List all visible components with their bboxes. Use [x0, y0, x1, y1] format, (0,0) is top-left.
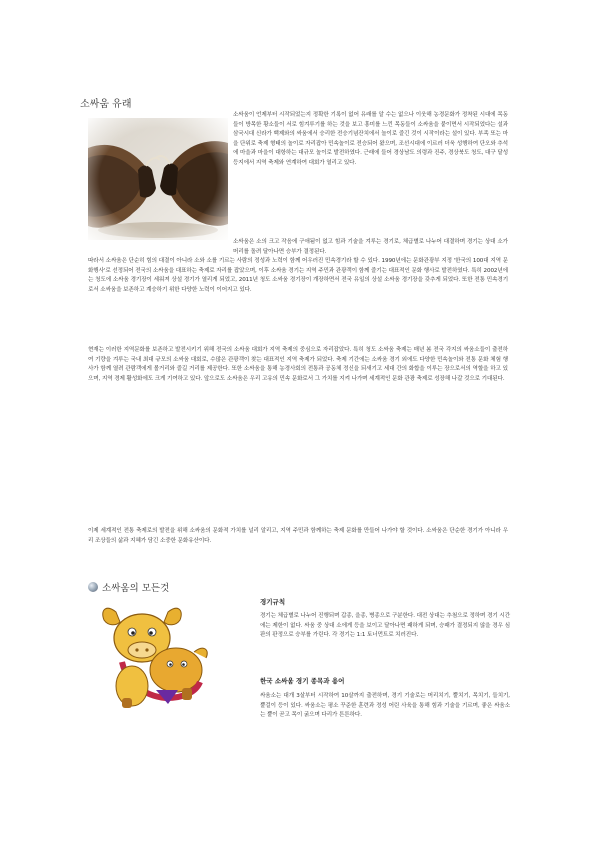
sphere-bullet-icon [88, 582, 98, 592]
subheading-rules: 경기규칙 [260, 598, 286, 606]
paragraph-terms: 싸움소는 대개 3살부터 시작하여 10살까지 출전하며, 경기 기술로는 머리치기, 뿔치기, 목치기, 들치기, 뿔걸이 등이 있다. 싸움소는 평소 꾸준한 훈련과 정성 어린 사육을 통해 힘과 기술을 기르며, 좋은 싸움소는 뿔이 곧고 목이 굵으며 다리가 튼튼하다. [260, 693, 510, 718]
section-heading-text: 소싸움의 모든것 [102, 583, 170, 594]
section-heading-origin: 소싸움 유래 [80, 99, 132, 110]
paragraph-origin-2b: 따라서 소싸움은 단순히 힘의 대결이 아니라 소와 소를 기르는 사람의 정성과 노력이 함께 어우러진 민속경기라 할 수 있다. 1990년에는 문화관광부 지정 '한국의 100대 지역 문화행사'로 선정되어 전국의 소싸움을 대표하는 축제로 자리를 잡았으며, 이후 소싸움 경기는 지역 주민과 관광객이 함께 즐기는 대표적인 문화 행사로 발전하였다. 특히 2002년에는 청도에 소싸움 경기장이 세워져 상설 경기가 열리게 되었고, 2011년 청도 소싸움 경기장이 개장하면서 전국 유일의 상설 소싸움 경기장을 갖추게 되었다. 또한 전통 민속경기로서 소싸움을 보존하고 계승하기 위한 다양한 노력이 이어지고 있다. [88, 258, 508, 293]
bull-mascot-illustration [96, 600, 216, 712]
bull-fight-illustration [88, 118, 228, 240]
paragraph-origin-4: 이제 세계적인 전통 축제로의 발전을 위해 소싸움의 문화적 가치를 널리 알리고, 지역 주민과 함께하는 축제 문화를 만들어 나가야 할 것이다. 소싸움은 단순한 경기가 아니라 우리 조상들의 삶과 지혜가 담긴 소중한 문화유산이다. [88, 528, 508, 544]
paragraph-origin-1: 소싸움이 언제부터 시작되었는지 정확한 기록이 없어 유래를 알 수는 없으나 이웃해 농경문화가 정착된 시대에 목동들이 방목한 황소들이 서로 힘겨루기를 하는 것을 보고 흥미를 느낀 목동들이 소싸움을 붙이면서 시작되었다는 설과 삼국시대 신라가 백제와의 싸움에서 승리한 전승기념잔치에서 놀이로 즐긴 것이 시작이라는 설이 있다. 부족 또는 마을 단위로 축제 형태의 놀이로 자리잡아 민속놀이로 전승되어 왔으며, 조선시대에 이르러 더욱 성행하여 단오와 추석에 마을과 마을이 대항하는 대규모 놀이로 발전하였다. 근래에 들어 경상남도 의령과 진주, 경상북도 청도, 대구 달성 등지에서 지역 축제와 연계하여 대회가 열리고 있다. [233, 112, 508, 166]
bull-fight-photo [88, 118, 228, 240]
subheading-terms: 한국 소싸움 경기 종목과 용어 [260, 677, 345, 685]
bull-mascot-image [96, 600, 216, 712]
paragraph-origin-2a: 소싸움은 소의 크고 작음에 구애됨이 없고 힘과 기술을 겨루는 경기로, 체급별로 나누어 대결하며 경기는 상대 소가 머리를 돌려 달아나면 승부가 결정된다. [233, 239, 508, 255]
paragraph-origin-3: 현재는 이러한 지역문화를 보존하고 발전시키기 위해 전국의 소싸움 대회가 지역 축제의 중심으로 자리잡았다. 특히 청도 소싸움 축제는 매년 봄 전국 각지의 싸움소들이 출전하여 기량을 겨루는 국내 최대 규모의 소싸움 대회로, 수많은 관광객이 찾는 대표적인 지역 축제가 되었다. 축제 기간에는 소싸움 경기 외에도 다양한 민속놀이와 전통 문화 체험 행사가 함께 열려 관람객에게 볼거리와 즐길 거리를 제공한다. 또한 소싸움을 통해 농경사회의 전통과 공동체 정신을 되새기고 세대 간의 화합을 이루는 장으로서의 역할을 하고 있으며, 지역 경제 활성화에도 크게 기여하고 있다. 앞으로도 소싸움은 우리 고유의 민속 문화로서 그 가치를 지켜 나가며 세계적인 문화 관광 축제로 성장해 나갈 것으로 기대된다. [88, 347, 508, 382]
paragraph-rules: 경기는 체급별로 나누어 진행되며 갑종, 을종, 병종으로 구분한다. 대전 상대는 추첨으로 정하며 경기 시간에는 제한이 없다. 싸움 중 상대 소에게 등을 보이고 달아나면 패하게 되며, 승패가 결정되지 않을 경우 심판의 판정으로 승부를 가린다. 각 경기는 1:1 토너먼트로 치러진다. [260, 613, 510, 638]
section-heading-all-about [88, 580, 169, 594]
